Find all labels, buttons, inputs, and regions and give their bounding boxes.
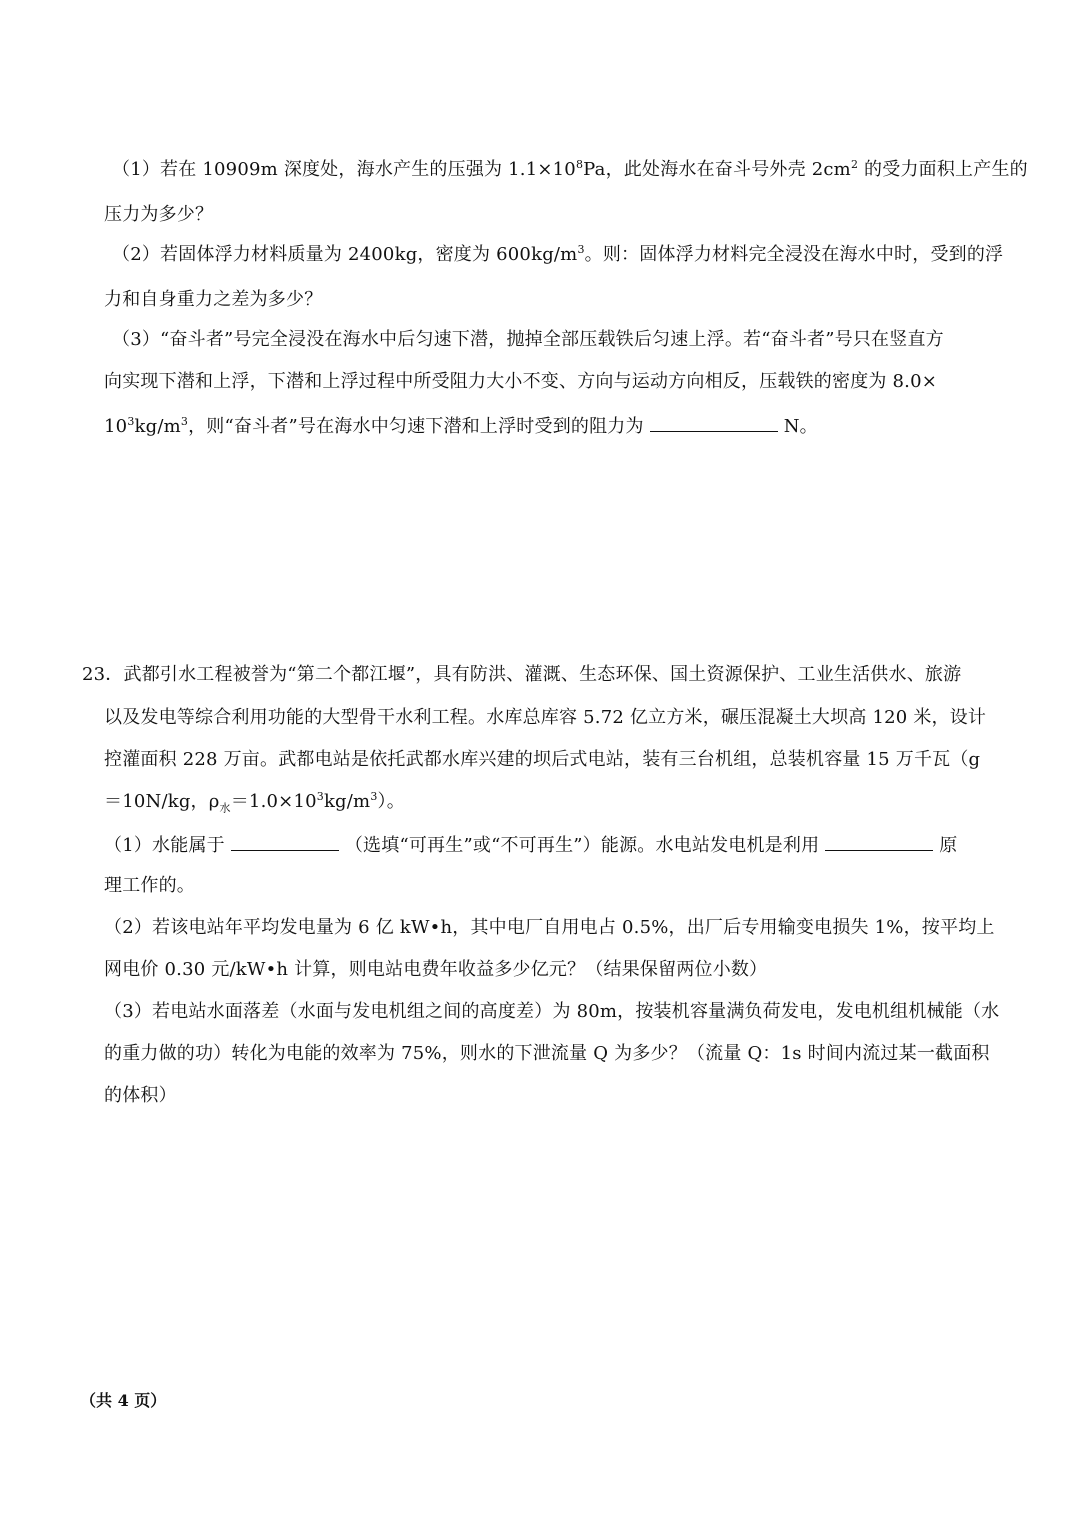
answer-blank-energy-type[interactable] xyxy=(231,832,339,851)
answer-blank-resistance[interactable] xyxy=(650,413,778,432)
q23-part3-line3: 的体积） xyxy=(104,1085,177,1106)
q23-part1-line1: （1）水能属于 （选填“可再生”或“不可再生”）能源。水电站发电机是利用 原 xyxy=(104,832,957,858)
q22-part2-line1: （2）若固体浮力材料质量为 2400kg，密度为 $600kg/m^3$。则：固体浮力材料完全浸没在海水中时，受到的浮 xyxy=(112,243,1004,265)
q22-part3-line2: 向实现下潜和上浮，下潜和上浮过程中所受阻力大小不变、方向与运动方向相反，压载铁的密度为 8.0× xyxy=(104,371,938,392)
q23-part2-line1: （2）若该电站年平均发电量为 6 亿 kW•h，其中电厂自用电占 0.5%，出厂后专用输变电损失 1%，按平均上 xyxy=(104,917,995,938)
q23-intro-line2: 以及发电等综合利用功能的大型骨干水利工程。水库总库容 5.72 亿立方米，碾压混凝土大坝高 120 米，设计 xyxy=(104,707,987,728)
q22-part1-line1: （1）若在 10909m 深度处，海水产生的压强为 $1.1\times 10^8Pa$，此处海水在奋斗号外壳 $2cm^2$ 的受力面积上产生的 xyxy=(112,158,1028,180)
q23-part3-line1: （3）若电站水面落差（水面与发电机组之间的高度差）为 80m，按装机容量满负荷发电，发电机组机械能（水 xyxy=(104,1001,1000,1022)
q23-intro-line3: 控灌面积 228 万亩。武都电站是依托武都水库兴建的坝后式电站，装有三台机组，总装机容量 15 万千瓦（g xyxy=(104,749,981,770)
answer-blank-generator-principle[interactable] xyxy=(825,832,933,851)
q22-part3-line1: （3）“奋斗者”号完全浸没在海水中后匀速下潜，抛掉全部压载铁后匀速上浮。若“奋斗者”号只在竖直方 xyxy=(112,329,944,350)
page-count-footer: （共 4 页） xyxy=(80,1391,167,1410)
q23-part3-line2: 的重力做的功）转化为电能的效率为 75%，则水的下泄流量 Q 为多少？（流量 Q：1s 时间内流过某一截面积 xyxy=(104,1043,990,1064)
q23-part2-line2: 网电价 0.30 元/kW•h 计算，则电站电费年收益多少亿元？（结果保留两位小数） xyxy=(104,959,768,980)
q23-intro-line1: 23．武都引水工程被誉为“第二个都江堰”，具有防洪、灌溉、生态环保、国土资源保护、工业生活供水、旅游 xyxy=(82,664,962,685)
q23-intro-line4: ＝10N/kg，$\rho_水=1.0\times 10^3kg/m^3$）。 xyxy=(104,790,405,815)
q22-part3-line3: $10^3kg/m^3$，则“奋斗者”号在海水中匀速下潜和上浮时受到的阻力为 N。 xyxy=(104,415,818,437)
q23-part1-line2: 理工作的。 xyxy=(104,875,195,896)
q22-part2-line2: 力和自身重力之差为多少？ xyxy=(104,289,323,310)
q22-part1-line2: 压力为多少？ xyxy=(104,204,214,225)
